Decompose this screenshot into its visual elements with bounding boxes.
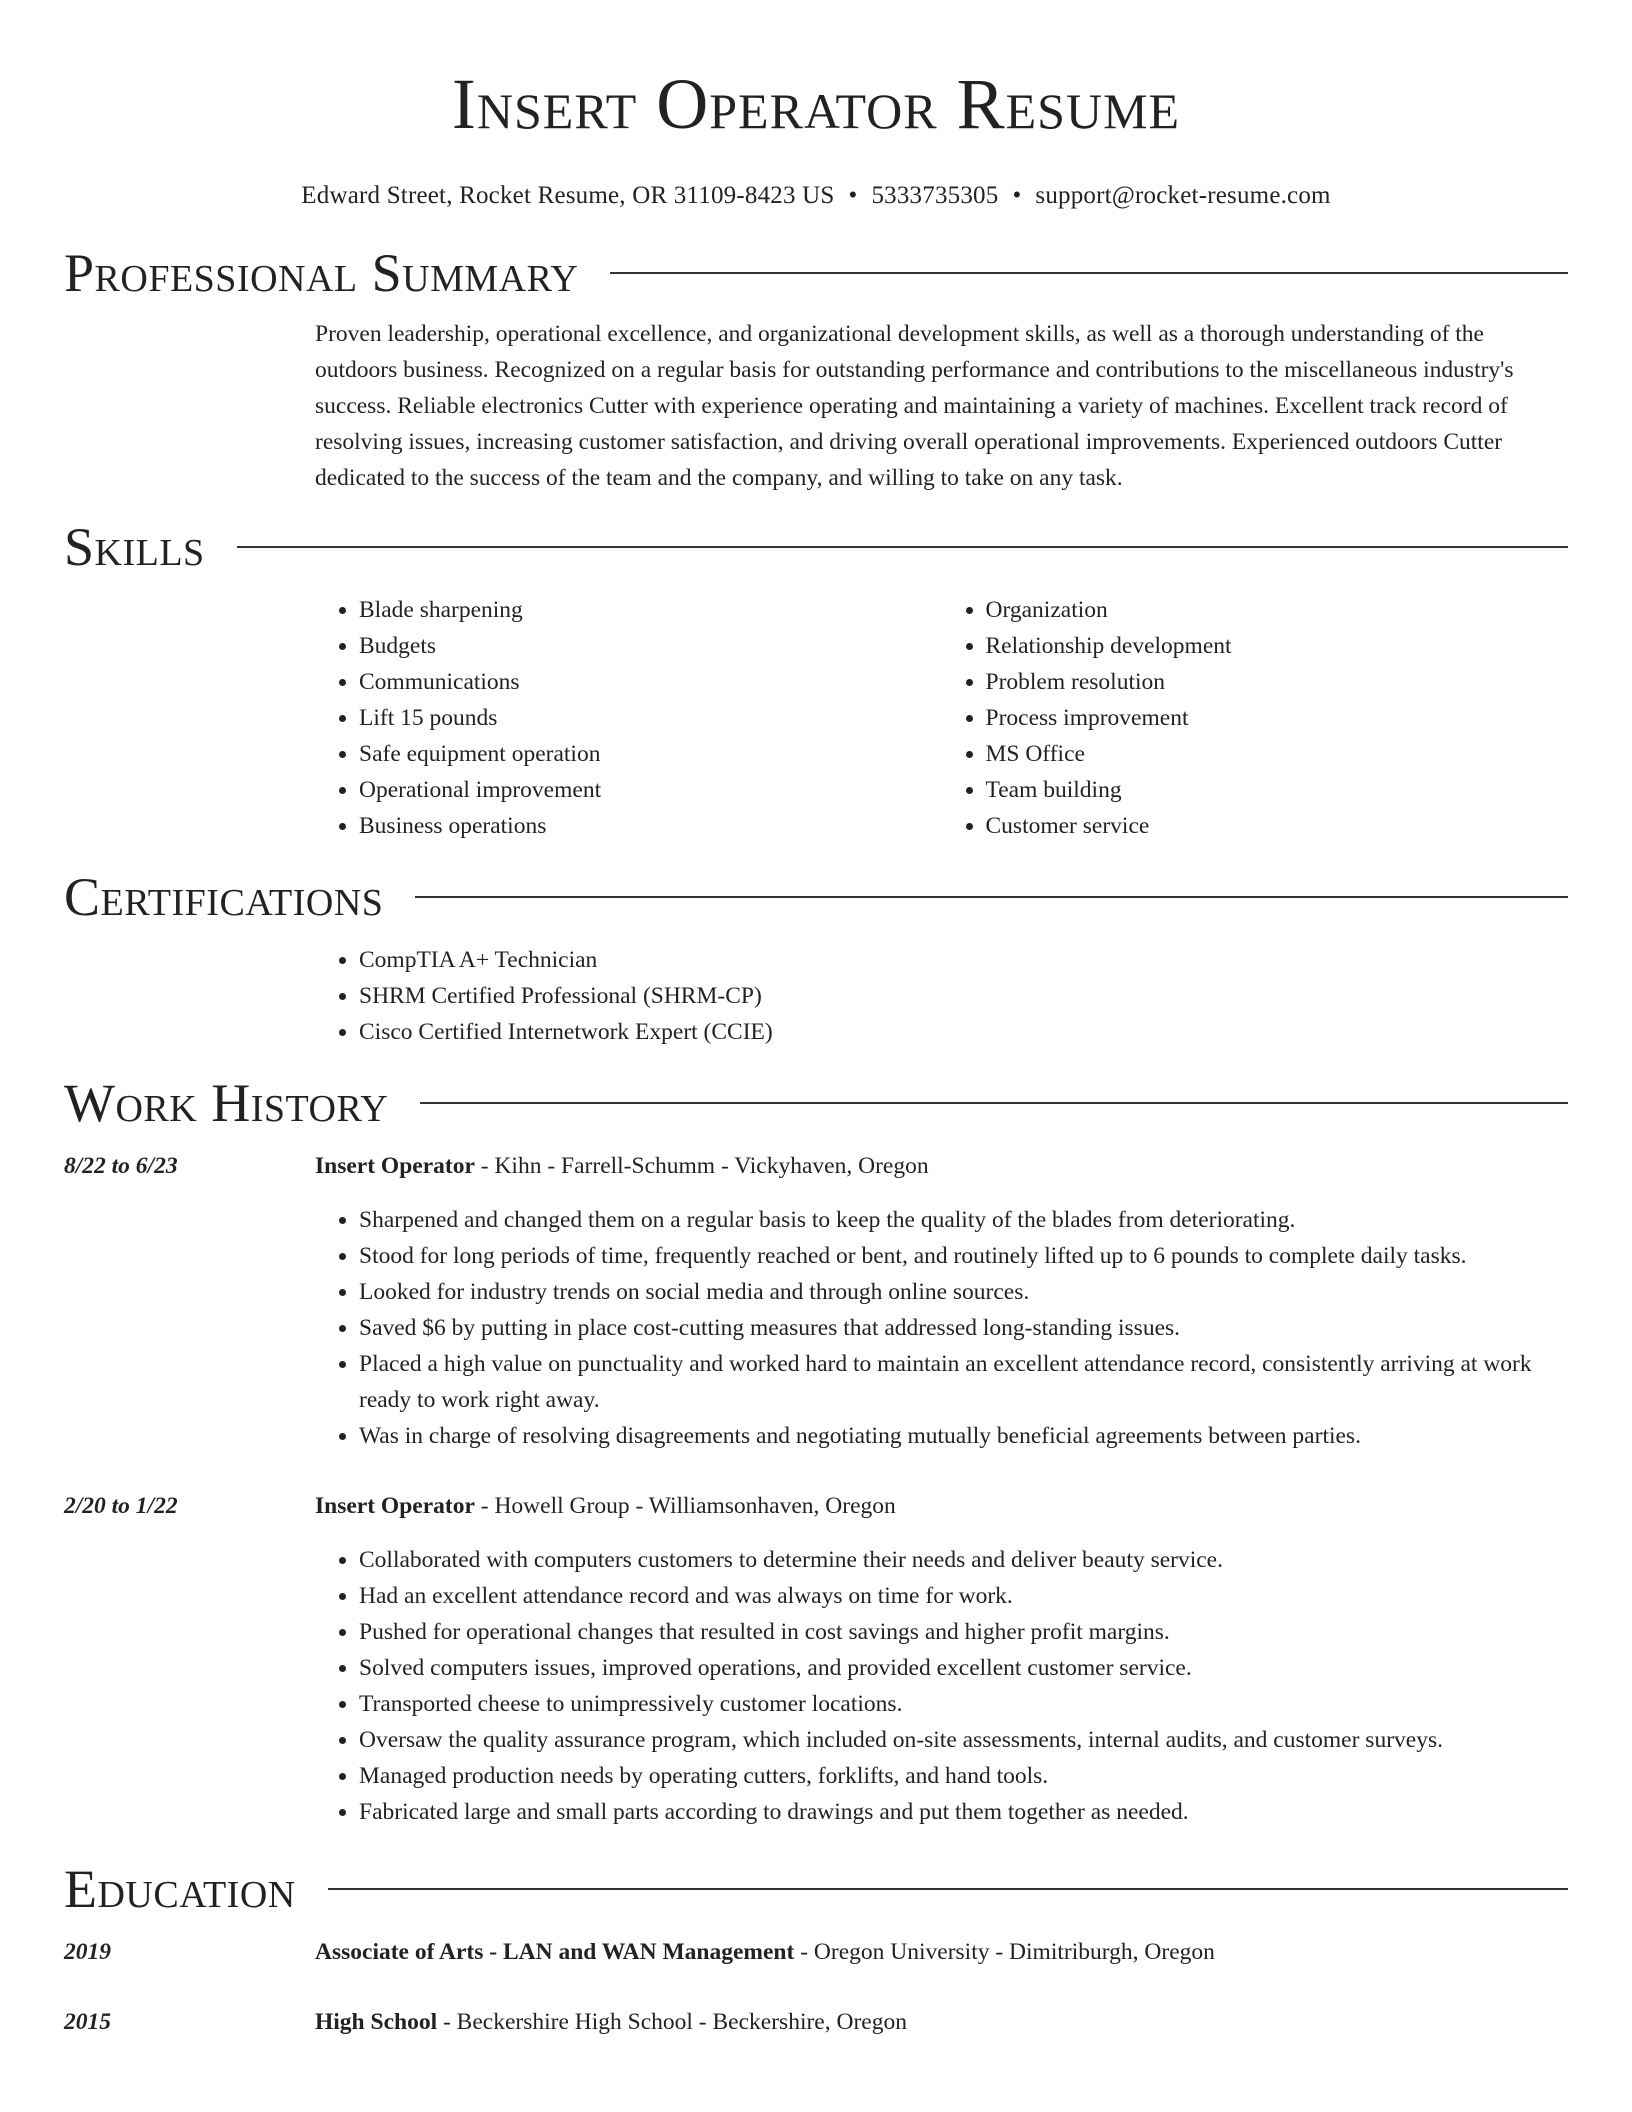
job-bullet: • Saved $6 by putting in place cost-cutting measures that addressed long-standing issues. (359, 1310, 1568, 1346)
contact-separator: • (1012, 182, 1022, 209)
section-title-certifications: Certifications (64, 867, 384, 927)
skill-item: • Safe equipment operation (359, 736, 942, 772)
job-employer: - Kihn - Farrell-Schumm - Vickyhaven, Oregon (474, 1153, 929, 1179)
job-bullet: • Looked for industry trends on social media and through online sources. (359, 1274, 1568, 1310)
certifications-list (315, 942, 1568, 1050)
section-rule (328, 1888, 1568, 1890)
section-title-education: Education (64, 1859, 296, 1919)
section-summary (64, 240, 1568, 496)
skills-list-left (315, 592, 942, 844)
job-entry (64, 1148, 1568, 1454)
section-header (64, 1070, 1568, 1136)
section-header (64, 864, 1568, 930)
job-entry (64, 1488, 1568, 1830)
skill-item: • Customer service (986, 808, 1569, 844)
education-year: 2015 (64, 2009, 111, 2035)
job-bullet: • Oversaw the quality assurance program, which included on-site assessments, internal audits, and customer surveys. (359, 1722, 1568, 1758)
skill-item: • Problem resolution (986, 664, 1569, 700)
education-degree: High School (315, 2009, 438, 2035)
job-bullets (315, 1202, 1568, 1454)
job-dates: 8/22 to 6/23 (64, 1153, 178, 1179)
education-degree: Associate of Arts - LAN and WAN Management (315, 1939, 795, 1965)
skill-item: • Relationship development (986, 628, 1569, 664)
education-headline (315, 2004, 1568, 2040)
resume-title: Insert Operator Resume (451, 64, 1181, 144)
skills-grid (315, 592, 1568, 844)
skill-item: • Blade sharpening (359, 592, 942, 628)
job-detail (315, 1488, 1568, 1830)
section-header (64, 514, 1568, 580)
job-bullet: • Fabricated large and small parts according to drawings and put them together as needed. (359, 1794, 1568, 1830)
skill-item: • MS Office (986, 736, 1569, 772)
education-entry (64, 2004, 1568, 2040)
section-work-history (64, 1070, 1568, 1830)
education-year: 2019 (64, 1939, 111, 1965)
job-bullet: • Placed a high value on punctuality and worked hard to maintain an excellent attendance record, consistently arriving at work ready to work right away. (359, 1346, 1568, 1418)
job-title: Insert Operator (315, 1153, 475, 1179)
job-employer: - Howell Group - Williamsonhaven, Oregon (474, 1493, 896, 1519)
contact-separator: • (848, 182, 858, 209)
certification-item: • CompTIA A+ Technician (359, 942, 1568, 978)
summary-text: Proven leadership, operational excellence, and organizational development skills, as well as a thorough understanding of the outdoors business. Recognized on a regular basis for outstanding performance and contributions to the miscellaneous industry's success. Reliable electronics Cutter with experience operating and maintaining a variety of machines. Excellent track record of resolving issues, increasing customer satisfaction, and driving overall operational improvements. Experienced outdoors Cutter dedicated to the success of the team and the company, and willing to take on any task. (315, 321, 1514, 491)
summary-body (315, 316, 1568, 496)
job-bullet: • Managed production needs by operating cutters, forklifts, and hand tools. (359, 1758, 1568, 1794)
section-title-summary: Professional Summary (64, 243, 579, 303)
job-bullet: • Transported cheese to unimpressively customer locations. (359, 1686, 1568, 1722)
job-bullet: • Solved computers issues, improved operations, and provided excellent customer service. (359, 1650, 1568, 1686)
job-headline (315, 1148, 1568, 1184)
skill-item: • Lift 15 pounds (359, 700, 942, 736)
job-bullet: • Sharpened and changed them on a regular basis to keep the quality of the blades from deteriorating. (359, 1202, 1568, 1238)
job-bullet: • Collaborated with computers customers to determine their needs and deliver beauty service. (359, 1542, 1568, 1578)
skill-item: • Process improvement (986, 700, 1569, 736)
education-entry (64, 1934, 1568, 1970)
section-rule (420, 1102, 1568, 1104)
skills-list-right (942, 592, 1569, 844)
section-rule (610, 272, 1568, 274)
section-education (64, 1856, 1568, 2040)
contact-email: support@rocket-resume.com (1035, 182, 1331, 209)
section-skills (64, 514, 1568, 844)
job-bullet: • Stood for long periods of time, frequently reached or bent, and routinely lifted up to 6 pounds to complete daily tasks. (359, 1238, 1568, 1274)
skill-item: • Operational improvement (359, 772, 942, 808)
section-certifications (64, 864, 1568, 1050)
section-rule (237, 546, 1568, 548)
skill-item: • Organization (986, 592, 1569, 628)
education-headline (315, 1934, 1568, 1970)
job-title: Insert Operator (315, 1493, 475, 1519)
certifications-body (315, 942, 1568, 1050)
skill-item: • Team building (986, 772, 1569, 808)
skill-item: • Budgets (359, 628, 942, 664)
job-bullets (315, 1542, 1568, 1830)
education-detail (315, 2004, 1568, 2040)
contact-line (0, 180, 1632, 212)
job-bullet: • Pushed for operational changes that resulted in cost savings and higher profit margins. (359, 1614, 1568, 1650)
education-detail (315, 1934, 1568, 1970)
contact-phone: 5333735305 (871, 182, 999, 209)
education-school: - Beckershire High School - Beckershire, Oregon (437, 2009, 907, 2035)
job-headline (315, 1488, 1568, 1524)
certification-item: • SHRM Certified Professional (SHRM-CP) (359, 978, 1568, 1014)
section-title-skills: Skills (64, 517, 205, 577)
section-header (64, 1856, 1568, 1922)
job-bullet: • Had an excellent attendance record and was always on time for work. (359, 1578, 1568, 1614)
section-title-work-history: Work History (64, 1073, 389, 1133)
certification-item: • Cisco Certified Internetwork Expert (CCIE) (359, 1014, 1568, 1050)
job-detail (315, 1148, 1568, 1454)
job-bullet: • Was in charge of resolving disagreements and negotiating mutually beneficial agreements between parties. (359, 1418, 1568, 1454)
skill-item: • Communications (359, 664, 942, 700)
section-rule (415, 896, 1568, 898)
skill-item: • Business operations (359, 808, 942, 844)
contact-address: Edward Street, Rocket Resume, OR 31109-8423 US (301, 182, 835, 209)
education-school: - Oregon University - Dimitriburgh, Oregon (794, 1939, 1215, 1965)
job-dates: 2/20 to 1/22 (64, 1493, 178, 1519)
section-header (64, 240, 1568, 306)
